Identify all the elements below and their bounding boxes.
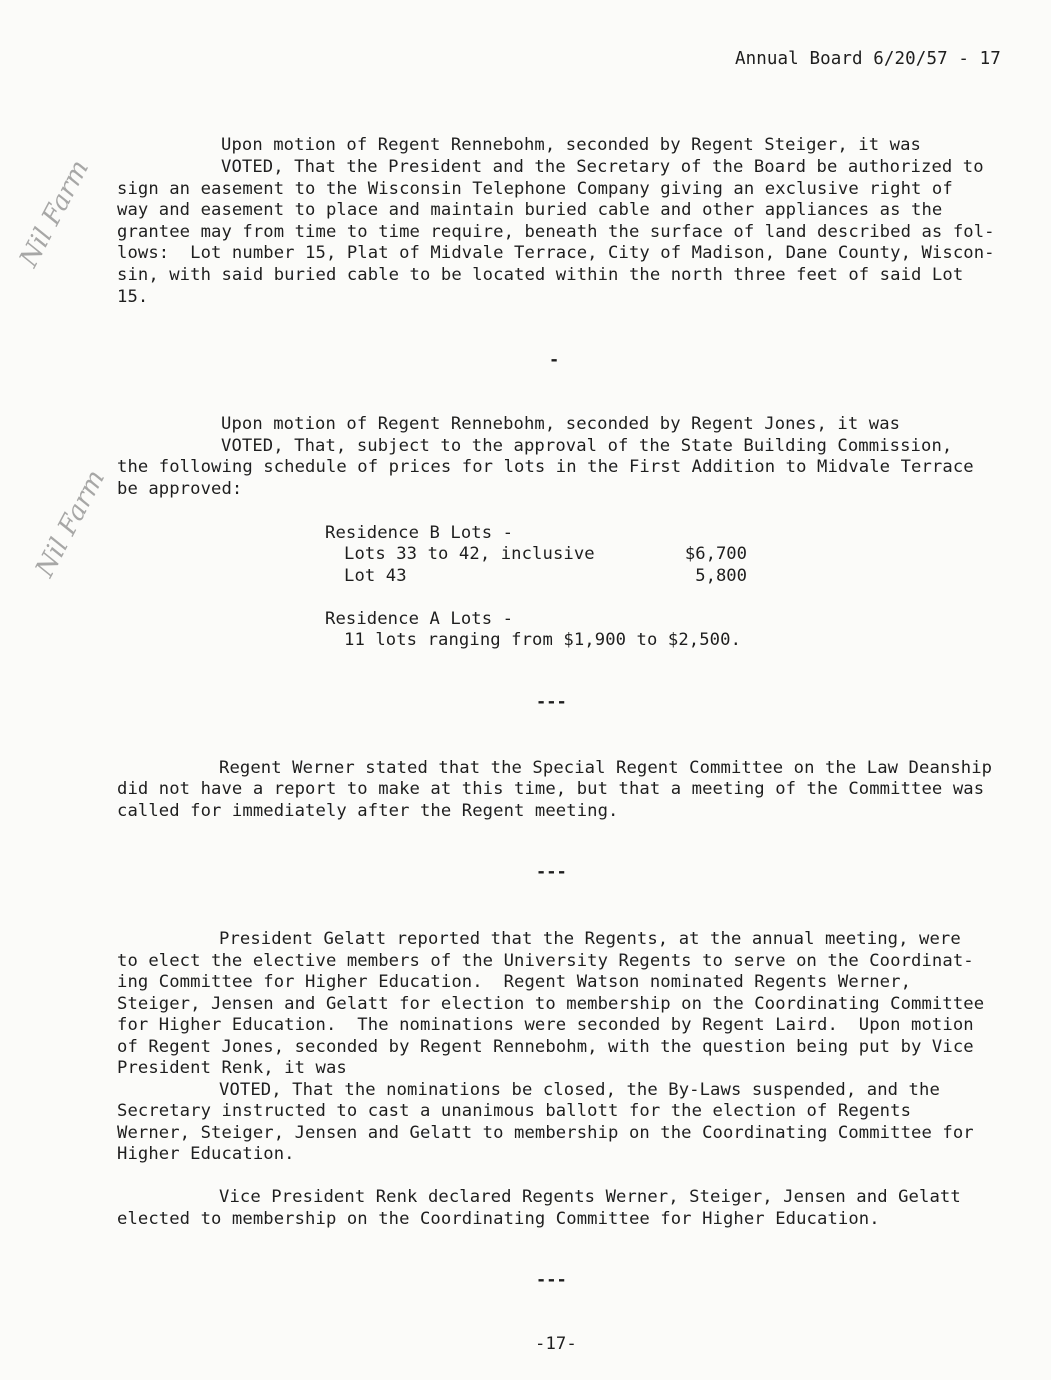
paragraph-line: of Regent Jones, seconded by Regent Rennebohm, with the question being put by Vice [117,1037,974,1057]
schedule-item-price: 5,800 [695,566,747,586]
paragraph-line: for Higher Education. The nominations were seconded by Regent Laird. Upon motion [117,1015,974,1035]
paragraph-line: President Renk, it was [117,1058,347,1078]
paragraph-line: sin, with said buried cable to be located within the north three feet of said Lot [117,265,964,285]
paragraph-line: to elect the elective members of the University Regents to serve on the Coordinat- [117,951,974,971]
paragraph-line: the following schedule of prices for lots in the First Addition to Midvale Terrace [117,457,974,477]
paragraph-line: grantee may from time to time require, beneath the surface of land described as fol- [117,222,995,242]
schedule-item-label: 11 lots ranging from $1,900 to $2,500. [344,630,742,650]
paragraph-line: VOTED, That the nominations be closed, the By-Laws suspended, and the [219,1080,940,1100]
paragraph-line: lows: Lot number 15, Plat of Midvale Terrace, City of Madison, Dane County, Wiscon- [117,243,995,263]
paragraph-line: called for immediately after the Regent meeting. [117,801,619,821]
paragraph-line: President Gelatt reported that the Regents, at the annual meeting, were [219,929,961,949]
paragraph-line: Upon motion of Regent Rennebohm, seconded by Regent Jones, it was [221,414,901,434]
margin-note-handwritten: Nil Farm [14,155,96,273]
section-separator: --- [536,692,567,712]
paragraph-line: ing Committee for Higher Education. Regent Watson nominated Regents Werner, [117,972,912,992]
paragraph-line: VOTED, That the President and the Secretary of the Board be authorized to [221,157,984,177]
margin-note-handwritten: Nil Farm [30,465,112,583]
page-header: Annual Board 6/20/57 - 17 [735,49,1001,69]
paragraph-line: Vice President Renk declared Regents Werner, Steiger, Jensen and Gelatt [219,1187,961,1207]
paragraph-line: be approved: [117,479,243,499]
paragraph-line: Upon motion of Regent Rennebohm, seconded by Regent Steiger, it was [221,135,921,155]
paragraph-line: elected to membership on the Coordinating Committee for Higher Education. [117,1209,880,1229]
paragraph-line: VOTED, That, subject to the approval of the State Building Commission, [221,436,953,456]
paragraph-line: sign an easement to the Wisconsin Telephone Company giving an exclusive right of [117,179,953,199]
schedule-item-label: Lots 33 to 42, inclusive [344,544,595,564]
paragraph-line: way and easement to place and maintain buried cable and other appliances as the [117,200,943,220]
paragraph-line: Secretary instructed to cast a unanimous ballott for the election of Regents [117,1101,912,1121]
schedule-heading: Residence B Lots - [325,523,514,543]
paragraph-line: Regent Werner stated that the Special Regent Committee on the Law Deanship [219,758,993,778]
paragraph-line: did not have a report to make at this time, but that a meeting of the Committee was [117,779,985,799]
page-number: -17- [535,1334,577,1354]
section-separator: - [549,350,560,370]
paragraph-line: Higher Education. [117,1144,295,1164]
schedule-item-label: Lot 43 [344,566,407,586]
paragraph-line: Werner, Steiger, Jensen and Gelatt to membership on the Coordinating Committee for [117,1123,974,1143]
paragraph-line: 15. [117,287,149,307]
section-separator: --- [536,862,567,882]
section-separator: --- [536,1270,567,1290]
paragraph-line: Steiger, Jensen and Gelatt for election to membership on the Coordinating Committee [117,994,985,1014]
schedule-item-price: $6,700 [684,544,747,564]
schedule-heading: Residence A Lots - [325,609,514,629]
